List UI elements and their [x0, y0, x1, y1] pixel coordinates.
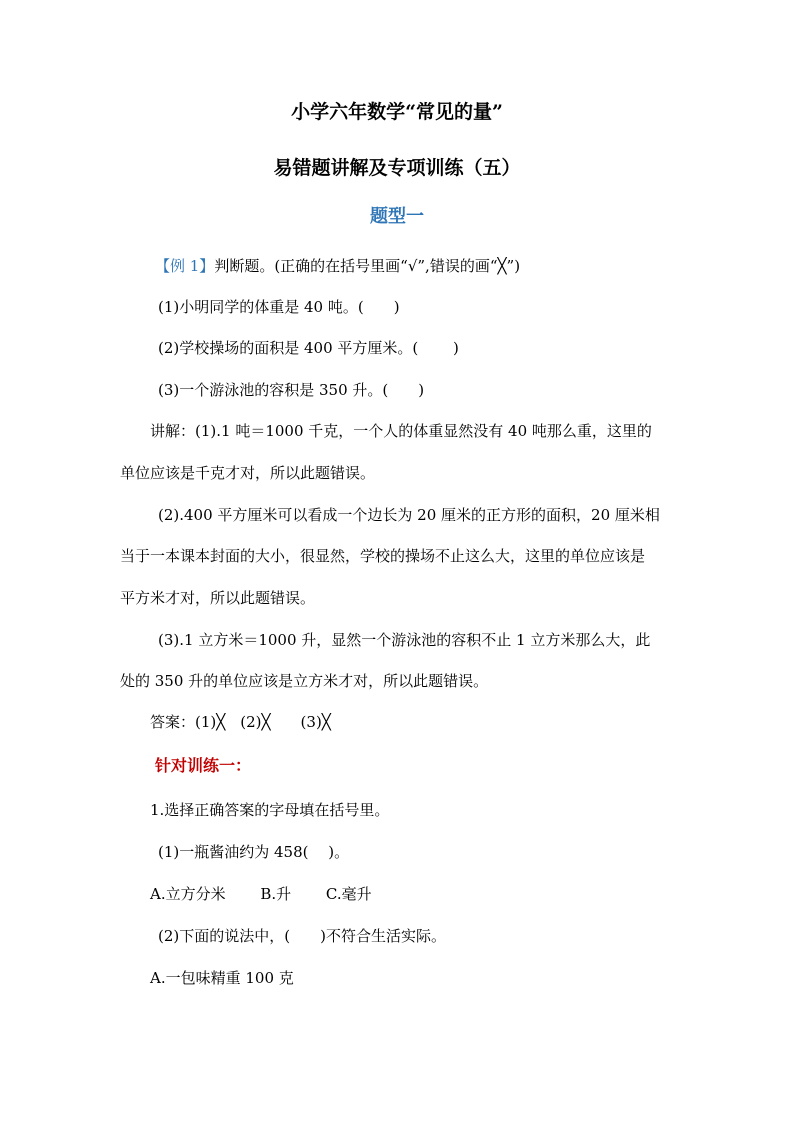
- training-q1: 1.选择正确答案的字母填在括号里。: [150, 801, 390, 819]
- explanation-p2-line1: (2).400 平方厘米可以看成一个边长为 20 厘米的正方形的面积，20 厘米相: [158, 506, 660, 524]
- section-title: 题型一: [370, 206, 424, 227]
- training-title: 针对训练一：: [155, 756, 252, 775]
- example-item-3: (3)一个游泳池的容积是 350 升。( ): [158, 381, 425, 399]
- explanation-p2-line2: 当于一本课本封面的大小，很显然，学校的操场不止这么大，这里的单位应该是: [120, 547, 646, 565]
- explanation-p3-line1: (3).1 立方米＝1000 升，显然一个游泳池的容积不止 1 立方米那么大，此: [158, 631, 651, 649]
- example-prompt-text: 判断题。(正确的在括号里画“√”,错误的画“╳”): [214, 257, 521, 275]
- explanation-p2-line3: 平方米才对，所以此题错误。: [120, 589, 316, 607]
- example-item-1: (1)小明同学的体重是 40 吨。( ): [158, 298, 400, 316]
- training-q1-1-options: A.立方分米 B.升 C.毫升: [150, 885, 372, 903]
- title-line-1: 小学六年数学“常见的量”: [291, 101, 503, 123]
- explanation-p3-line2: 处的 350 升的单位应该是立方米才对，所以此题错误。: [120, 672, 489, 690]
- training-q1-2-option-a: A.一包味精重 100 克: [150, 969, 294, 987]
- training-q1-1: (1)一瓶酱油约为 458( )。: [158, 843, 350, 861]
- title-line-2: 易错题讲解及专项训练（五）: [273, 157, 521, 179]
- example-item-2: (2)学校操场的面积是 400 平方厘米。( ): [158, 339, 459, 357]
- explanation-p1-line1: 讲解：(1).1 吨＝1000 千克，一个人的体重显然没有 40 吨那么重，这里的: [150, 422, 652, 440]
- training-q1-2: (2)下面的说法中，( )不符合生活实际。: [158, 927, 446, 945]
- answer-line: 答案：(1)╳ (2)╳ (3)╳: [150, 713, 331, 731]
- example-tag: 【例 1】: [155, 257, 215, 275]
- example-prompt: [155, 256, 520, 276]
- explanation-p1-line2: 单位应该是千克才对，所以此题错误。: [120, 464, 376, 482]
